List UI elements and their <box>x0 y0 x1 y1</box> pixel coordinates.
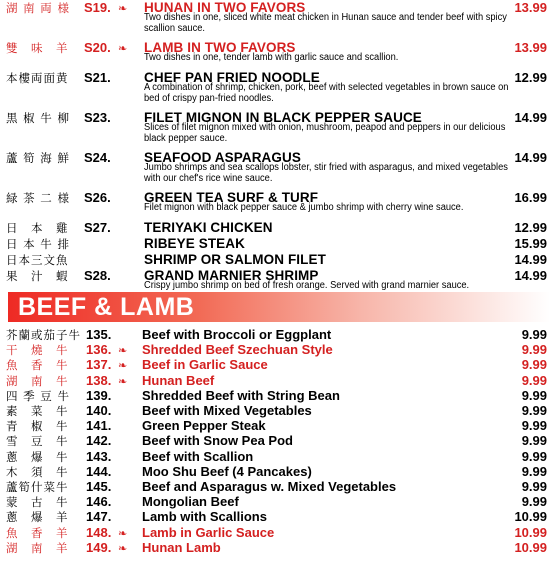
chinese-name: 果 汁 蝦 <box>6 269 69 283</box>
item-code: S23. <box>84 110 111 125</box>
item-price: 14.99 <box>514 268 547 283</box>
item-number: 149. <box>86 539 112 555</box>
item-name: Beef with Snow Pea Pod <box>142 433 293 449</box>
item-description: Two dishes in one, sliced white meat chicken in Hunan sauce and tender beef with spicy scallion sauce. <box>144 12 507 34</box>
chinese-name: 木 須 牛 <box>6 464 69 479</box>
item-price: 9.99 <box>521 357 547 373</box>
item-name: RIBEYE STEAK <box>144 236 245 251</box>
chinese-name: 雪 豆 牛 <box>6 434 69 449</box>
item-name: Lamb in Garlic Sauce <box>142 524 275 540</box>
item-name: CHEF PAN FRIED NOODLE <box>144 70 320 85</box>
item-code: S24. <box>84 150 111 165</box>
chinese-name: 青 椒 牛 <box>6 419 69 434</box>
chinese-name: 蔥 爆 牛 <box>6 449 69 464</box>
menu-row <box>0 388 559 404</box>
item-number: 145. <box>86 479 112 494</box>
item-number: 141. <box>86 418 112 434</box>
item-name: SEAFOOD ASPARAGUS <box>144 150 301 165</box>
item-price: 9.99 <box>521 433 547 449</box>
item-name: Hunan Beef <box>142 372 215 388</box>
menu-row <box>0 449 559 465</box>
item-description: A combination of shrimp, chicken, pork, beef with selected vegetables in brown sauce on bed of crispy pan-fried noodles. <box>144 82 509 104</box>
chinese-name: 湖 南 羊 <box>6 540 69 555</box>
item-price: 9.99 <box>521 463 547 479</box>
item-price: 9.99 <box>521 418 547 434</box>
chinese-name: 日本三文魚 <box>6 253 69 267</box>
item-name: TERIYAKI CHICKEN <box>144 220 273 235</box>
chili-pepper-icon: ❧ <box>118 527 128 540</box>
item-number: 137. <box>86 357 112 373</box>
chinese-name: 日 本 牛 排 <box>6 237 70 251</box>
chinese-name: 雙 味 羊 <box>6 41 69 55</box>
menu-row <box>0 540 559 556</box>
item-price: 10.99 <box>514 539 547 555</box>
item-price: 12.99 <box>514 220 547 235</box>
item-price: 9.99 <box>521 494 547 510</box>
item-price: 9.99 <box>521 387 547 403</box>
item-price: 16.99 <box>514 190 547 205</box>
item-name: HUNAN IN TWO FAVORS <box>144 0 306 15</box>
menu-row <box>0 464 559 480</box>
item-price: 9.99 <box>521 448 547 464</box>
item-price: 13.99 <box>514 0 547 15</box>
chinese-name: 蘆 筍 海 鮮 <box>6 151 70 165</box>
item-number: 139. <box>86 387 112 403</box>
item-name: LAMB IN TWO FAVORS <box>144 40 296 55</box>
item-name: GRAND MARNIER SHRIMP <box>144 268 319 283</box>
item-description: Jumbo shrimps and sea scallops lobster, stir fried with asparagus, and mixed vegetables with our chef's rice wine sauce. <box>144 162 508 184</box>
item-price: 15.99 <box>514 236 547 251</box>
item-price: 14.99 <box>514 110 547 125</box>
item-price: 14.99 <box>514 252 547 267</box>
chinese-name: 湖 南 牛 <box>6 373 69 388</box>
item-name: SHRIMP OR SALMON FILET <box>144 252 326 267</box>
chinese-name: 魚 香 牛 <box>6 358 69 373</box>
item-price: 14.99 <box>514 150 547 165</box>
menu-row <box>0 342 559 358</box>
chinese-name: 緑 茶 二 様 <box>6 191 70 205</box>
chinese-name: 蒙 古 牛 <box>6 495 69 510</box>
item-price: 9.99 <box>521 342 547 358</box>
chili-pepper-icon: ❧ <box>118 375 128 388</box>
item-name: Shredded Beef Szechuan Style <box>142 342 333 358</box>
chili-pepper-icon: ❧ <box>118 360 128 373</box>
chinese-name: 蔥 爆 羊 <box>6 510 69 525</box>
item-code: S28. <box>84 268 111 283</box>
item-number: 135. <box>86 327 112 342</box>
menu-row <box>0 494 559 510</box>
menu-row <box>0 357 559 373</box>
menu-row <box>0 433 559 449</box>
chinese-name: 芥蘭或茄子牛 <box>6 328 81 342</box>
chinese-name: 黒 椒 牛 柳 <box>6 111 70 125</box>
item-name: Lamb with Scallions <box>142 509 267 525</box>
menu-row <box>0 403 559 419</box>
chinese-name: 魚 香 羊 <box>6 525 69 540</box>
item-number: 138. <box>86 372 112 388</box>
item-price: 9.99 <box>521 403 547 418</box>
section-banner <box>8 292 550 322</box>
item-number: 148. <box>86 524 112 540</box>
item-name: Hunan Lamb <box>142 539 221 555</box>
item-name: Shredded Beef with String Bean <box>142 387 340 403</box>
item-name: Beef with Scallion <box>142 448 254 464</box>
item-number: 142. <box>86 433 112 449</box>
menu-row <box>0 418 559 434</box>
item-name: Mongolian Beef <box>142 494 239 510</box>
item-number: 136. <box>86 342 112 358</box>
chili-pepper-icon: ❧ <box>118 542 128 555</box>
section-title: BEEF & LAMB <box>18 293 195 321</box>
item-description: Crispy jumbo shrimp on bed of fresh orange. Served with grand marnier sauce. <box>144 280 470 291</box>
item-name: Beef in Garlic Sauce <box>142 357 268 373</box>
chili-pepper-icon: ❧ <box>118 345 128 358</box>
item-code: S27. <box>84 220 111 235</box>
item-code: S20. <box>84 40 111 55</box>
item-description: Filet mignon with black pepper sauce & jumbo shrimp with cherry wine sauce. <box>144 202 464 213</box>
item-description: Two dishes in one, tender lamb with garlic sauce and scallion. <box>144 52 399 63</box>
chinese-name: 日 本 雞 <box>6 221 69 235</box>
item-price: 10.99 <box>514 524 547 540</box>
item-code: S21. <box>84 70 111 85</box>
menu-row <box>0 525 559 541</box>
item-name: Beef with Mixed Vegetables <box>142 403 312 418</box>
item-number: 147. <box>86 509 112 525</box>
item-name: FILET MIGNON IN BLACK PEPPER SAUCE <box>144 110 422 125</box>
item-number: 144. <box>86 463 112 479</box>
item-name: Green Pepper Steak <box>142 418 266 434</box>
item-number: 143. <box>86 448 112 464</box>
item-price: 10.99 <box>514 509 547 525</box>
menu-row <box>0 509 559 525</box>
item-number: 146. <box>86 494 112 510</box>
item-name: GREEN TEA SURF & TURF <box>144 190 319 205</box>
chinese-name: 蘆筍什菜牛 <box>6 480 69 494</box>
item-number: 140. <box>86 403 112 418</box>
item-price: 9.99 <box>521 327 547 342</box>
chili-pepper-icon: ❧ <box>118 3 128 15</box>
item-description: Slices of filet mignon mixed with onion, mushroom, peapod and peppers in our delicious black pepper sauce. <box>144 122 506 144</box>
item-price: 9.99 <box>521 372 547 388</box>
item-name: Beef with Broccoli or Eggplant <box>142 327 332 342</box>
item-code: S19. <box>84 0 111 15</box>
menu-row <box>0 479 559 495</box>
item-name: Beef and Asparagus w. Mixed Vegetables <box>142 479 397 494</box>
item-price: 12.99 <box>514 70 547 85</box>
item-price: 9.99 <box>521 479 547 494</box>
chinese-name: 素 菜 牛 <box>6 404 69 418</box>
chinese-name: 干 燒 牛 <box>6 343 69 358</box>
item-price: 13.99 <box>514 40 547 55</box>
chili-pepper-icon: ❧ <box>118 43 128 55</box>
item-name: Moo Shu Beef (4 Pancakes) <box>142 463 312 479</box>
menu-row <box>0 327 559 343</box>
chinese-name: 四 季 豆 牛 <box>6 388 70 403</box>
chinese-name: 本樓両面黄 <box>6 71 69 85</box>
chinese-name: 湖 南 両 様 <box>6 1 70 15</box>
item-code: S26. <box>84 190 111 205</box>
menu-row <box>0 373 559 389</box>
